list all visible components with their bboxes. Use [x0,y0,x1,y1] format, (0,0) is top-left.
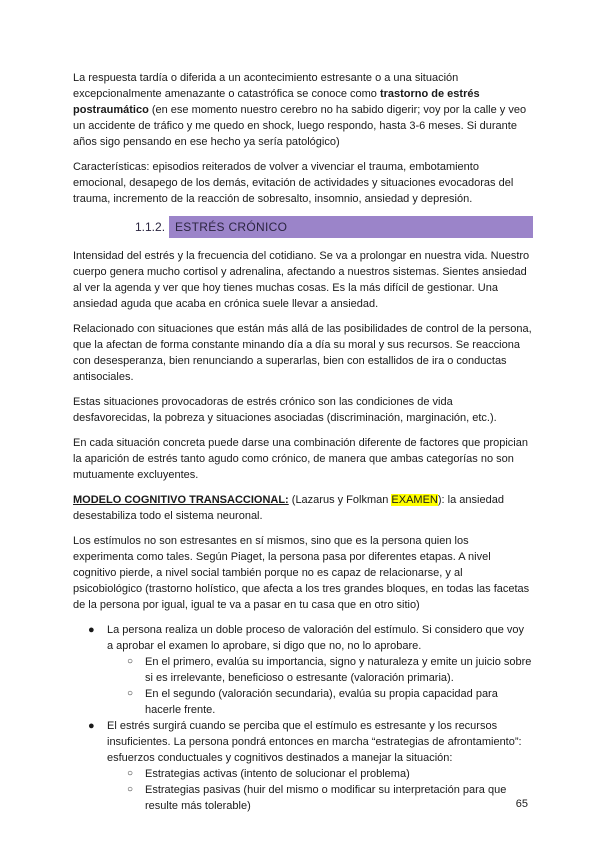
bullet-icon: ● [88,720,95,732]
sub-list [107,654,532,718]
circle-bullet-icon: ○ [127,768,134,779]
circle-bullet-icon: ○ [127,784,134,795]
paragraph-ptsd [73,70,532,150]
sub-item-text: Estrategias pasivas (huir del mismo o modificar su interpretación para que resulte más tolerable) [145,784,507,812]
paragraph-stimuli: Los estímulos no son estresantes en sí mismos, sino que es la persona quien los experimenta como tales. Según Piaget, la persona pasa por diferentes etapas. A nivel cognitivo pierde, a nivel social también porque no es capaz de relacionarse, y al psicobiológico (trastorno holístico, que afecta a los tres grandes bloques, en todas las facetas de la persona por igual, igual te va a pasar en tu casa que en otro sitio) [73,535,530,611]
model-title: MODELO COGNITIVO TRANSACCIONAL: [73,494,289,506]
paragraph-intensity: Intensidad del estrés y la frecuencia del cotidiano. Se va a prolongar en nuestra vida. Nuestro cuerpo genera mucho cortisol y adrenalina, afectando a nuestros sistemas. Sientes ansiedad al ver la agenda y ver que hoy tienes muchas cosas. Es la más difícil de gestionar. Una ansiedad aguda que acaba en crónica suele llevar a ansiedad. [73,250,530,310]
sub-item-text: Estrategias activas (intento de solucionar el problema) [145,768,410,780]
paragraph-model [73,492,532,524]
text-span: (en ese momento nuestro cerebro no ha sabido digerir; voy por la calle y veo un accidente de tráfico y me quedo en shock, luego respondo, hasta 3-6 meses. Si durante años sigo pensando en ese hecho ya sería patológico) [73,104,527,148]
model-rest: ): la ansiedad desestabiliza todo el sistema neuronal. [73,494,504,522]
bullet-icon: ● [88,624,95,636]
bold-term: trastorno de estrés postraumático [73,88,480,116]
paragraph-combination: En cada situación concreta puede darse una combinación diferente de factores que propician la aparición de estrés tanto agudo como crónico, de manera que ambas categorías no son mutuamente excluyentes. [73,437,528,481]
heading-title: ESTRÉS CRÓNICO [175,220,288,234]
sub-list-item [107,654,532,686]
circle-bullet-icon: ○ [127,656,134,667]
section-heading [73,216,532,238]
sub-item-text: En el primero, evalúa su importancia, signo y naturaleza y emite un juicio sobre si es irrelevante, beneficioso o estresante (valoración primaria). [145,656,532,684]
bullet-list [73,622,532,814]
sub-list-item [107,782,532,814]
heading-number: 1.1.2. [135,220,166,234]
sub-list-item [107,686,532,718]
sub-list [107,766,532,814]
exam-highlight: EXAMEN [391,494,438,506]
sub-item-text: En el segundo (valoración secundaria), evalúa su propia capacidad para hacerle frente. [145,688,498,716]
paragraph-control: Relacionado con situaciones que están más allá de las posibilidades de control de la persona, que la afectan de forma constante minando día a día su moral y sus recursos. Se reacciona con desesperanza, bien renunciando a superarlas, bien con estallidos de ira o conductas antisociales. [73,323,532,383]
paragraph-characteristics: Características: episodios reiterados de volver a vivenciar el trauma, embotamiento emocional, desapego de los demás, evitación de actividades y situaciones evocadoras del trauma, incremento de la reacción de sobresalto, insomnio, ansiedad y depresión. [73,161,514,205]
page-number: 65 [515,798,528,810]
model-authors: (Lazarus y Folkman [288,494,392,506]
list-item [73,718,532,814]
sub-list-item [107,766,532,782]
list-item-text: La persona realiza un doble proceso de valoración del estímulo. Si considero que voy a aprobar el examen lo aprobare, si digo que no, no lo aprobare. [107,624,525,652]
list-item-text: El estrés surgirá cuando se perciba que el estímulo es estresante y los recursos insuficientes. La persona pondrá entonces en marcha “estrategias de afrontamiento”: esfuerzos conductuales y cognitivos destinados a manejar la situación: [107,720,522,764]
paragraph-conditions: Estas situaciones provocadoras de estrés crónico son las condiciones de vida desfavorecidas, la pobreza y situaciones asociadas (discriminación, marginación, etc.). [73,396,497,424]
text-span: La respuesta tardía o diferida a un acontecimiento estresante o a una situación excepcionalmente amenazante o catastrófica se conoce como [73,72,459,100]
circle-bullet-icon: ○ [127,688,134,699]
list-item [73,622,532,718]
